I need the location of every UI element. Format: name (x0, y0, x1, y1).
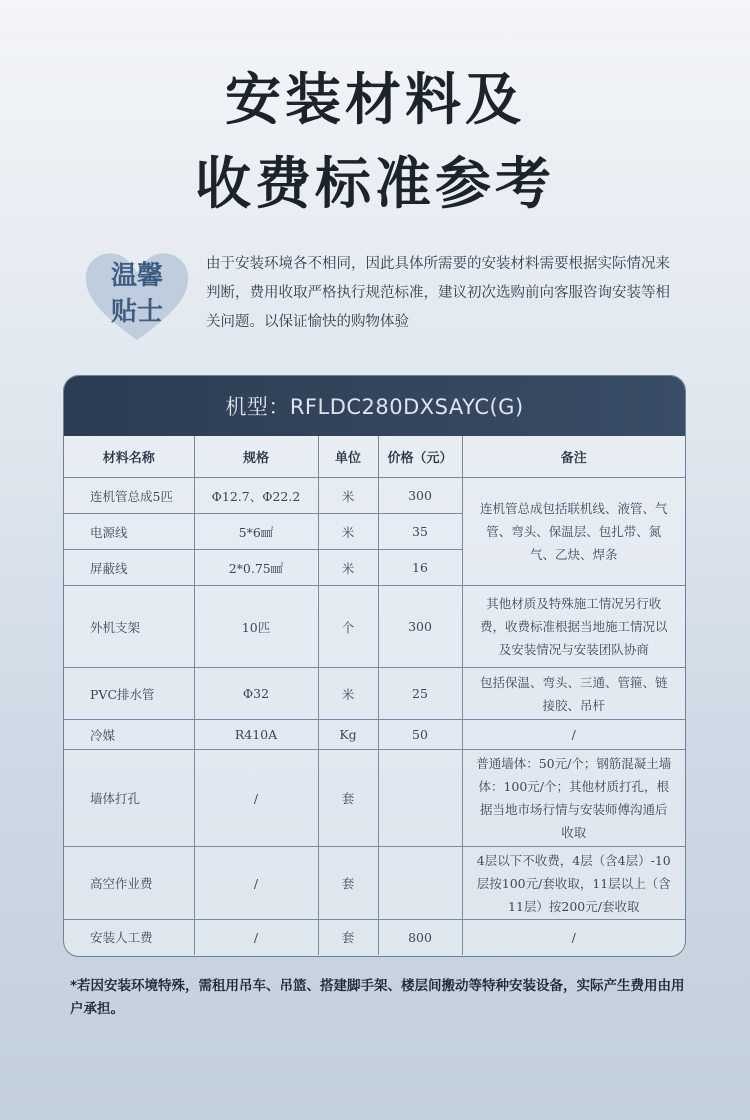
cell-unit: 米 (318, 514, 378, 550)
cell-price: 50 (378, 720, 462, 750)
cell-price: 800 (378, 920, 462, 955)
cell-price (378, 750, 462, 847)
cell-price: 35 (378, 514, 462, 550)
cell-spec: R410A (194, 720, 318, 750)
price-table (63, 375, 686, 957)
cell-name: 电源线 (64, 514, 194, 550)
page-title-line2: 收费标准参考 (195, 152, 555, 217)
cell-spec: 10匹 (194, 586, 318, 668)
cell-note-labor: / (462, 920, 685, 955)
cell-price (378, 847, 462, 920)
tip-text: 由于安装环境各不相同，因此具体所需要的安装材料需要根据实际情况来判断，费用收取严格执行规范标准，建议初次选购前向客服咨询安装等相关问题。以保证愉快的购物体验 (206, 256, 670, 330)
table-row (64, 720, 685, 750)
cell-name: 连机管总成5匹 (64, 478, 194, 514)
cell-name: 外机支架 (64, 586, 194, 668)
cell-unit: 套 (318, 750, 378, 847)
cell-spec: Φ12.7、Φ22.2 (194, 478, 318, 514)
tip-badge-line1: 温馨 (110, 261, 163, 291)
cell-unit: 套 (318, 920, 378, 955)
page-title-line1: 安装材料及 (225, 68, 525, 133)
cell-spec: / (194, 920, 318, 955)
cell-name: 高空作业费 (64, 847, 194, 920)
table-row (64, 478, 685, 514)
cell-name: 墙体打孔 (64, 750, 194, 847)
cell-spec: / (194, 750, 318, 847)
cell-name: PVC排水管 (64, 668, 194, 720)
cell-name: 安装人工费 (64, 920, 194, 955)
table-row (64, 750, 685, 847)
cell-name: 冷媒 (64, 720, 194, 750)
cell-spec: 5*6㎟ (194, 514, 318, 550)
cell-note-drain: 包括保温、弯头、三通、管箍、链接胶、吊杆 (462, 668, 685, 720)
footnote: *若因安装环境特殊，需租用吊车、吊篮、搭建脚手架、楼层间搬动等特种安装设备，实际产生费用由用户承担。 (70, 978, 685, 1017)
cell-price: 300 (378, 586, 462, 668)
cell-spec: / (194, 847, 318, 920)
cell-price: 300 (378, 478, 462, 514)
cell-unit: 个 (318, 586, 378, 668)
header-note: 备注 (462, 436, 685, 478)
cell-unit: 米 (318, 550, 378, 586)
table-row (64, 847, 685, 920)
header-price: 价格（元） (378, 436, 462, 478)
cell-note-bracket: 其他材质及特殊施工情况另行收费，收费标准根据当地施工情况以及安装情况与安装团队协商 (462, 586, 685, 668)
header-unit: 单位 (318, 436, 378, 478)
cell-note-wall: 普通墙体：50元/个；钢筋混凝土墙体：100元/个；其他材质打孔，根据当地市场行情与安装师傅沟通后收取 (462, 750, 685, 847)
cell-note-refrigerant: / (462, 720, 685, 750)
cell-unit: 米 (318, 478, 378, 514)
cell-unit: 套 (318, 847, 378, 920)
cell-unit: 米 (318, 668, 378, 720)
header-spec: 规格 (194, 436, 318, 478)
cell-unit: Kg (318, 720, 378, 750)
price-table-grid (64, 436, 685, 955)
cell-note-pipes: 连机管总成包括联机线、液管、气管、弯头、保温层、包扎带、氮气、乙炔、焊条 (462, 478, 685, 586)
cell-name: 屏蔽线 (64, 550, 194, 586)
table-row (64, 668, 685, 720)
cell-spec: 2*0.75㎟ (194, 550, 318, 586)
table-row (64, 920, 685, 955)
header-material: 材料名称 (64, 436, 194, 478)
cell-note-height: 4层以下不收费，4层（含4层）-10层按100元/套收取，11层以上（含11层）按200元/套收取 (462, 847, 685, 920)
cell-price: 16 (378, 550, 462, 586)
tip-badge-line2: 贴士 (110, 297, 163, 327)
table-row (64, 586, 685, 668)
model-header: 机型：RFLDC280DXSAYC(G) (64, 376, 685, 436)
cell-price: 25 (378, 668, 462, 720)
cell-spec: Φ32 (194, 668, 318, 720)
tip-badge (82, 245, 192, 345)
